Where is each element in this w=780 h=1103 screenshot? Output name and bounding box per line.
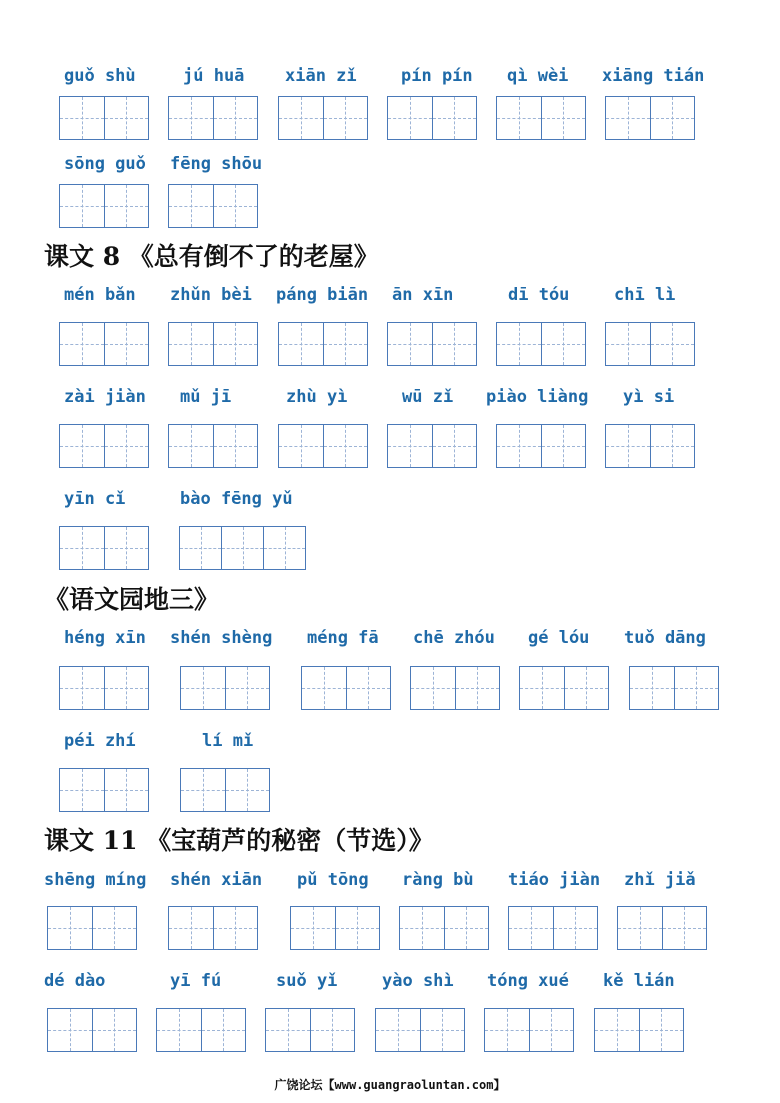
pinyin-label: héng xīn xyxy=(64,628,146,648)
pinyin-label: mǔ jī xyxy=(180,387,232,407)
writing-grid[interactable] xyxy=(387,424,477,468)
writing-grid[interactable] xyxy=(387,96,477,140)
writing-grid[interactable] xyxy=(496,322,586,366)
writing-grid[interactable] xyxy=(59,424,149,468)
lesson-8-heading: 课文 8 《总有倒不了的老屋》 xyxy=(44,242,379,271)
writing-grid[interactable] xyxy=(301,666,391,710)
writing-grid[interactable] xyxy=(290,906,380,950)
writing-grid[interactable] xyxy=(156,1008,246,1052)
pinyin-label: lí mǐ xyxy=(202,731,254,751)
pinyin-label: yī fú xyxy=(170,971,222,991)
writing-grid[interactable] xyxy=(168,96,258,140)
writing-grid[interactable] xyxy=(265,1008,355,1052)
writing-grid[interactable] xyxy=(47,906,137,950)
footer-watermark: 广饶论坛【www.guangraoluntan.com】 xyxy=(274,1078,506,1092)
writing-grid[interactable] xyxy=(59,322,149,366)
pinyin-label: chī lì xyxy=(614,285,676,305)
writing-grid[interactable] xyxy=(168,322,258,366)
pinyin-label: shén shèng xyxy=(170,628,273,648)
writing-grid[interactable] xyxy=(180,768,270,812)
pinyin-label: shēng míng xyxy=(44,870,147,890)
writing-grid[interactable] xyxy=(59,666,149,710)
pinyin-label: zhǔn bèi xyxy=(170,285,252,305)
pinyin-label: dé dào xyxy=(44,971,106,991)
writing-grid[interactable] xyxy=(629,666,719,710)
pinyin-label: wū zǐ xyxy=(402,387,454,407)
pinyin-label: zhù yì xyxy=(286,387,348,407)
pinyin-label: tuǒ dāng xyxy=(624,628,706,648)
writing-grid[interactable] xyxy=(179,526,306,570)
writing-grid[interactable] xyxy=(387,322,477,366)
pinyin-label: ān xīn xyxy=(392,285,454,305)
yuwen-yuandi-3-heading: 《语文园地三》 xyxy=(44,585,220,614)
pinyin-label: kě lián xyxy=(603,971,675,991)
pinyin-label: yì si xyxy=(623,387,675,407)
pinyin-label: péi zhí xyxy=(64,731,136,751)
writing-grid[interactable] xyxy=(605,424,695,468)
pinyin-label: pǔ tōng xyxy=(297,870,369,890)
writing-grid[interactable] xyxy=(278,424,368,468)
writing-grid[interactable] xyxy=(47,1008,137,1052)
pinyin-label: pín pín xyxy=(401,66,473,86)
writing-grid[interactable] xyxy=(496,424,586,468)
pinyin-label: suǒ yǐ xyxy=(276,971,338,991)
pinyin-label: jú huā xyxy=(183,66,245,86)
pinyin-label: gé lóu xyxy=(528,628,590,648)
pinyin-label: bào fēng yǔ xyxy=(180,489,293,509)
writing-grid[interactable] xyxy=(59,184,149,228)
pinyin-label: zài jiàn xyxy=(64,387,146,407)
writing-grid[interactable] xyxy=(496,96,586,140)
pinyin-label: yào shì xyxy=(382,971,454,991)
writing-grid[interactable] xyxy=(278,96,368,140)
pinyin-label: fēng shōu xyxy=(170,154,263,174)
writing-grid[interactable] xyxy=(508,906,598,950)
lesson-11-heading: 课文 11 《宝葫芦的秘密（节选）》 xyxy=(44,826,434,855)
pinyin-label: tiáo jiàn xyxy=(508,870,601,890)
writing-grid[interactable] xyxy=(59,768,149,812)
writing-grid[interactable] xyxy=(180,666,270,710)
writing-grid[interactable] xyxy=(594,1008,684,1052)
writing-grid[interactable] xyxy=(617,906,707,950)
pinyin-label: páng biān xyxy=(276,285,369,305)
pinyin-label: mén bǎn xyxy=(64,285,136,305)
writing-grid[interactable] xyxy=(519,666,609,710)
pinyin-label: shén xiān xyxy=(170,870,263,890)
pinyin-label: dī tóu xyxy=(508,285,570,305)
pinyin-label: guǒ shù xyxy=(64,66,136,86)
writing-grid[interactable] xyxy=(484,1008,574,1052)
writing-grid[interactable] xyxy=(59,526,149,570)
writing-grid[interactable] xyxy=(605,96,695,140)
writing-grid[interactable] xyxy=(168,184,258,228)
pinyin-label: méng fā xyxy=(307,628,379,648)
writing-grid[interactable] xyxy=(399,906,489,950)
pinyin-label: ràng bù xyxy=(402,870,474,890)
pinyin-label: chē zhóu xyxy=(413,628,495,648)
pinyin-label: zhǐ jiǎ xyxy=(624,870,696,890)
pinyin-label: xiāng tián xyxy=(602,66,705,86)
pinyin-label: qì wèi xyxy=(507,66,569,86)
writing-grid[interactable] xyxy=(168,906,258,950)
pinyin-label: tóng xué xyxy=(487,971,569,991)
writing-grid[interactable] xyxy=(168,424,258,468)
writing-grid[interactable] xyxy=(605,322,695,366)
writing-grid[interactable] xyxy=(278,322,368,366)
writing-grid[interactable] xyxy=(375,1008,465,1052)
writing-grid[interactable] xyxy=(59,96,149,140)
writing-grid[interactable] xyxy=(410,666,500,710)
pinyin-label: piào liàng xyxy=(486,387,589,407)
pinyin-label: yīn cǐ xyxy=(64,489,126,509)
pinyin-label: xiān zǐ xyxy=(285,66,357,86)
pinyin-label: sōng guǒ xyxy=(64,154,146,174)
